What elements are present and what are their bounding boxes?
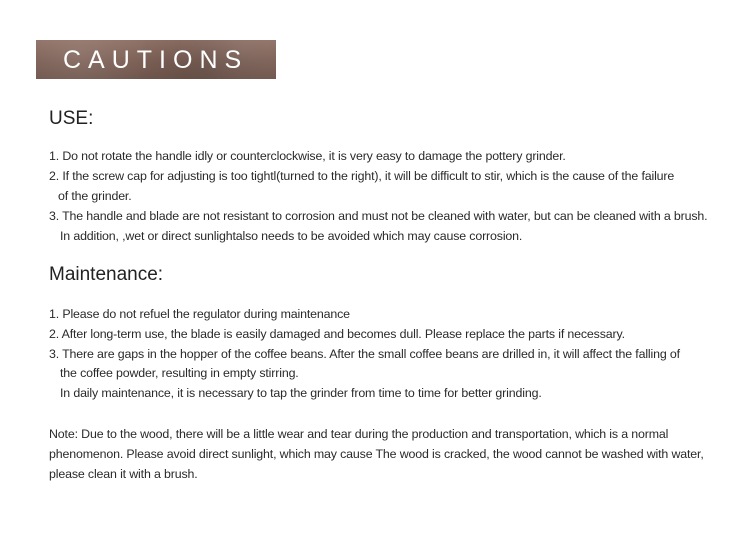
use-line-2-continued: of the grinder. bbox=[58, 189, 132, 203]
banner-title: CAUTIONS bbox=[63, 46, 249, 74]
note-line-2: phenomenon. Please avoid direct sunlight, which may cause The wood is cracked, the wood cannot be washed with water, bbox=[49, 447, 704, 461]
maintenance-line-3-continued: the coffee powder, resulting in empty stirring. bbox=[60, 366, 299, 380]
use-line-1: 1. Do not rotate the handle idly or counterclockwise, it is very easy to damage the pottery grinder. bbox=[49, 149, 566, 163]
maintenance-line-3: 3. There are gaps in the hopper of the coffee beans. After the small coffee beans are drilled in, it will affect the falling of bbox=[49, 347, 680, 361]
use-line-3-continued: In addition, ,wet or direct sunlightalso needs to be avoided which may cause corrosion. bbox=[60, 229, 523, 243]
use-heading: USE: bbox=[49, 108, 94, 129]
maintenance-line-1: 1. Please do not refuel the regulator during maintenance bbox=[49, 307, 350, 321]
maintenance-heading: Maintenance: bbox=[49, 264, 164, 285]
maintenance-line-2: 2. After long-term use, the blade is easily damaged and becomes dull. Please replace the parts if necessary. bbox=[49, 327, 625, 341]
note-line-1: Note: Due to the wood, there will be a little wear and tear during the production and transportation, which is a normal bbox=[49, 427, 669, 441]
cautions-banner bbox=[36, 40, 276, 79]
maintenance-line-4: In daily maintenance, it is necessary to tap the grinder from time to time for better grinding. bbox=[60, 386, 542, 400]
use-line-2: 2. If the screw cap for adjusting is too tightl(turned to the right), it will be difficult to stir, which is the cause of the failure bbox=[49, 169, 675, 183]
note-line-3: please clean it with a brush. bbox=[49, 467, 198, 481]
use-line-3: 3. The handle and blade are not resistant to corrosion and must not be cleaned with water, but can be cleaned with a brush. bbox=[49, 209, 708, 223]
